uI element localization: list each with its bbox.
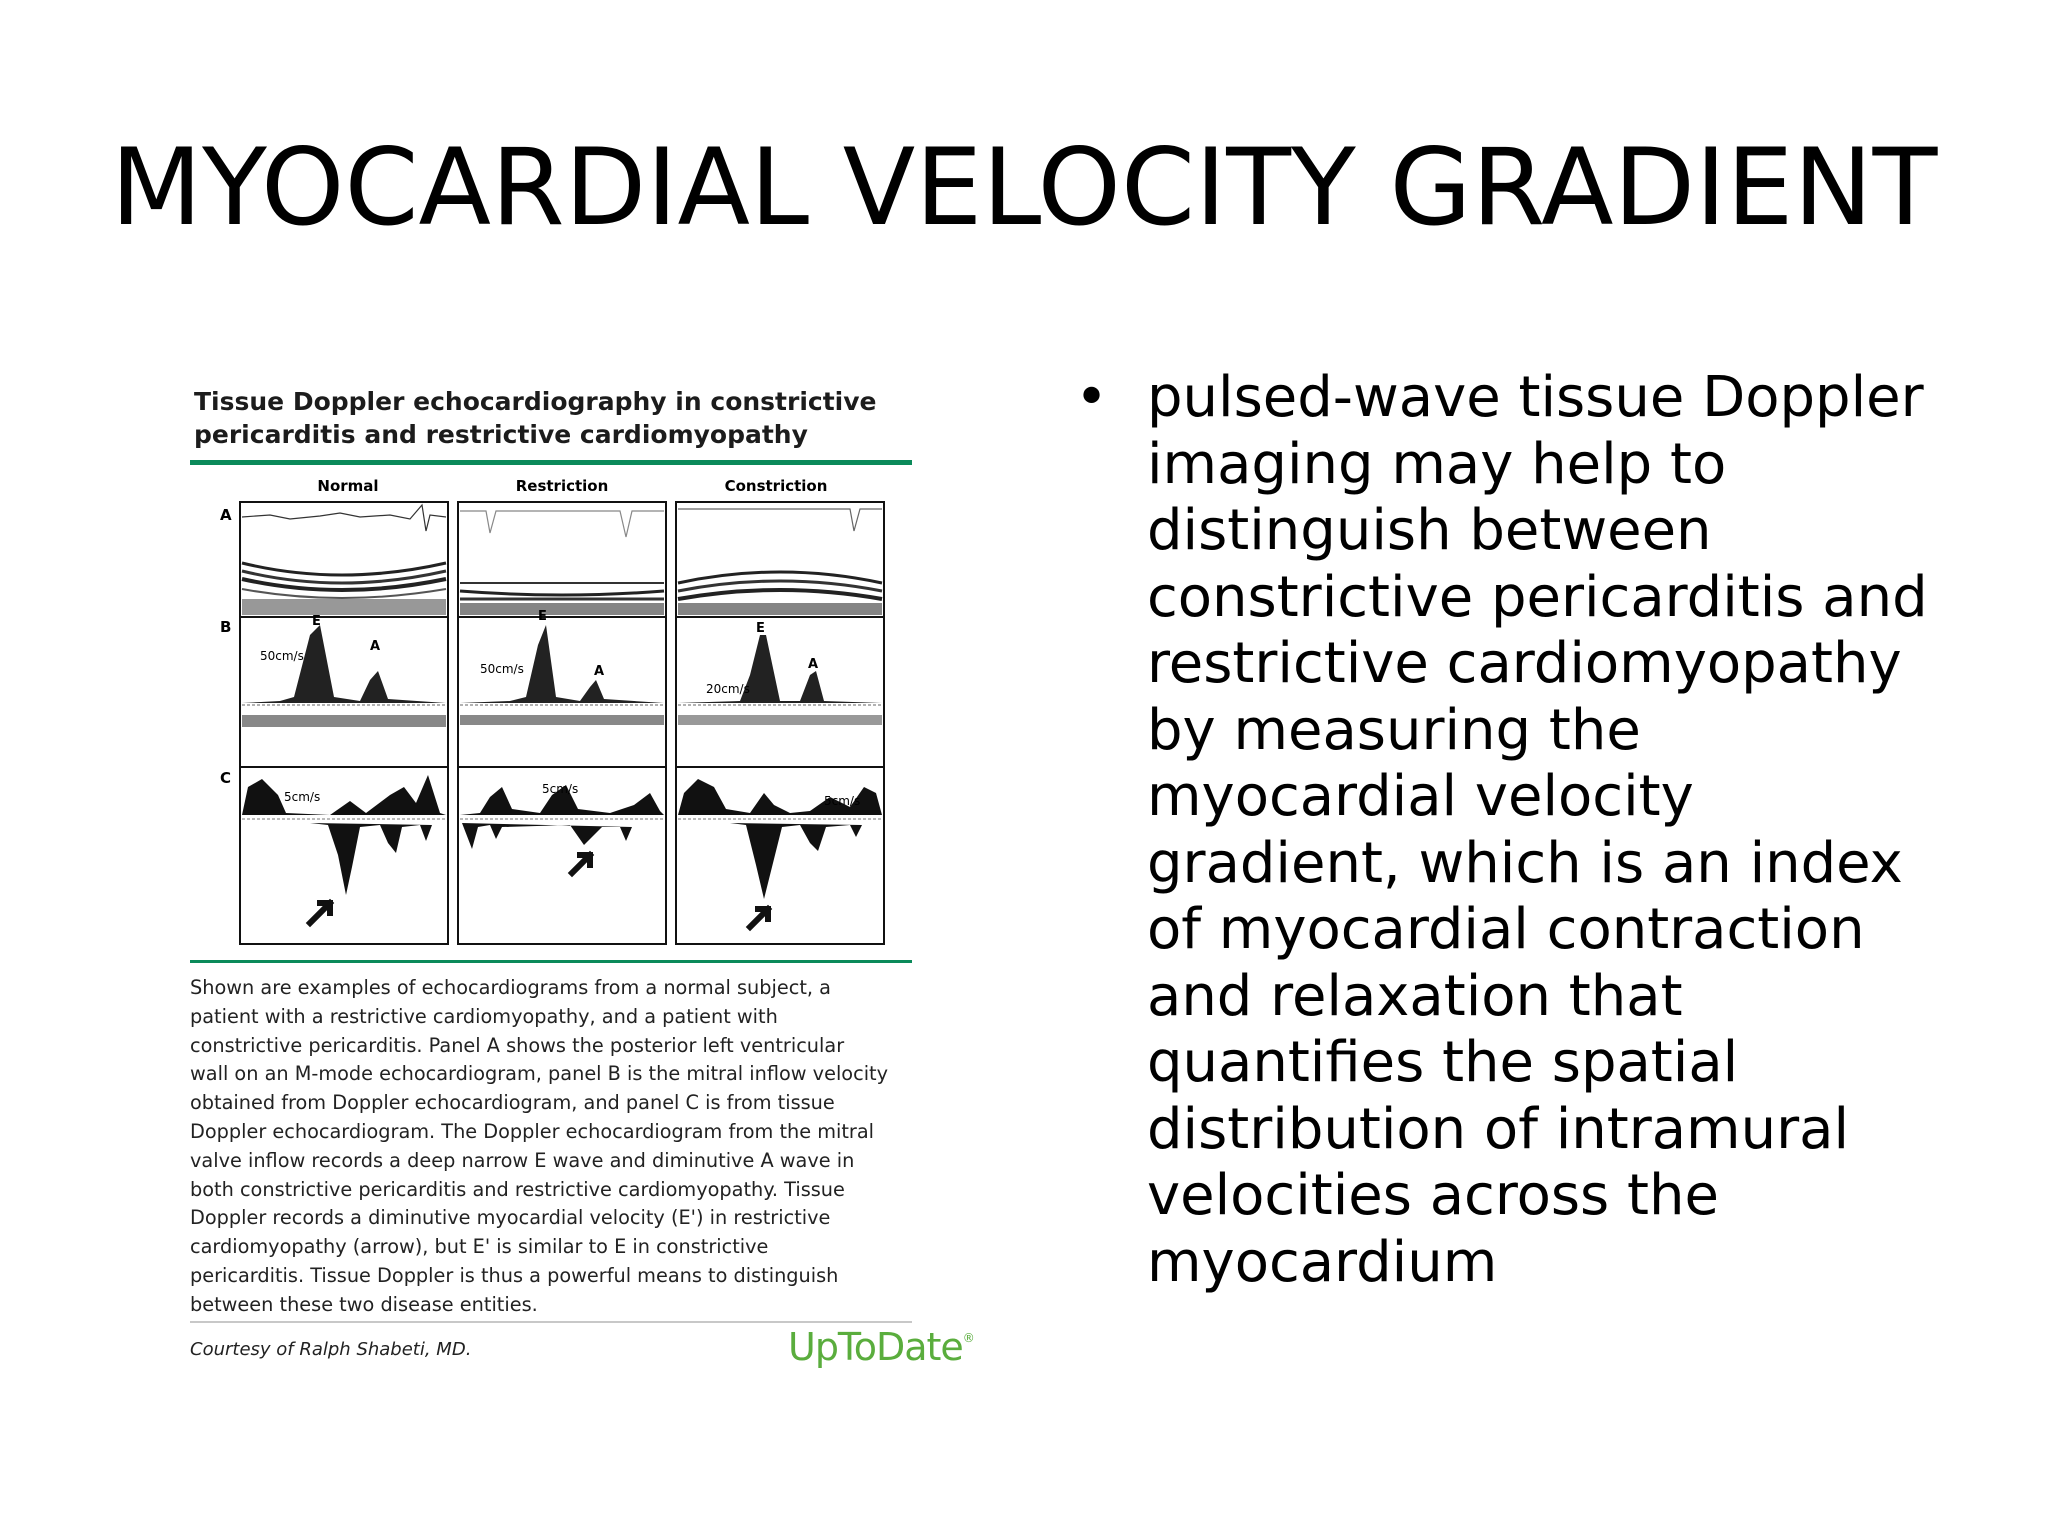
b-constriction-e-label: E [756,621,765,636]
column-header-restriction: Restriction [515,477,609,495]
bullet-item [1075,365,1975,1296]
bullet-line: pulsed-wave tissue Doppler [1147,365,1924,430]
figure-title-rule [190,460,912,465]
caption-line: Doppler echocardiogram. The Doppler echocardiogram from the mitral [190,1119,875,1143]
figure-caption-rule [190,960,912,963]
caption-line: Doppler records a diminutive myocardial velocity (E') in restrictive [190,1206,831,1230]
caption-line: between these two disease entities. [190,1292,538,1316]
bullet-line: of myocardial contraction [1147,897,1865,962]
panel-column-constriction [676,502,884,944]
caption-line: constrictive pericarditis. Panel A shows the posterior left ventricular [190,1033,845,1057]
b-normal-e-label: E [312,614,321,629]
b-restriction-a-label: A [594,664,605,679]
bullet-line: restrictive cardiomyopathy [1147,631,1902,696]
c-constriction-scale-label: 5cm/s [824,794,861,808]
figure-caption [190,974,920,1320]
row-label-b: B [220,618,232,636]
bullet-dot: • [1075,365,1109,430]
echocardiography-figure [190,385,974,1385]
bullet-line: constrictive pericarditis and [1147,564,1928,630]
c-normal-scale-label: 5cm/s [284,790,321,804]
b-normal-a-label: A [370,639,381,654]
bullet-line: distribution of intramural [1147,1096,1849,1162]
bullet-line: and relaxation that [1147,963,1683,1029]
caption-line: pericarditis. Tissue Doppler is thus a powerful means to distinguish [190,1263,839,1287]
b-normal-scale-label: 50cm/s [260,649,304,663]
panel-column-normal [240,502,448,944]
echo-panels [190,475,920,955]
panel-column-restriction [458,502,666,944]
row-label-a: A [220,506,232,524]
caption-line: both constrictive pericarditis and restrictive cardiomyopathy. Tissue [190,1177,845,1201]
b-constriction-a-label: A [808,657,819,672]
bullet-line: imaging may help to [1147,431,1727,497]
caption-line: patient with a restrictive cardiomyopathy, and a patient with [190,1004,778,1028]
c-restriction-scale-label: 5cm/s [542,782,579,796]
bullet-line: gradient, which is an index [1147,830,1903,896]
b-restriction-scale-label: 50cm/s [480,662,524,676]
caption-line: Shown are examples of echocardiograms from a normal subject, a [190,976,831,999]
figure-title-line: Tissue Doppler echocardiography in constrictive [194,387,877,416]
figure-title [194,385,914,451]
bullet-line: myocardium [1147,1229,1498,1295]
caption-line: wall on an M-mode echocardiogram, panel B is the mitral inflow velocity [190,1062,889,1086]
bullet-list [1075,365,1975,1296]
bullet-line: distinguish between [1147,498,1712,563]
figure-courtesy: Courtesy of Ralph Shabeti, MD. [190,1339,472,1360]
figure-title-line: pericarditis and restrictive cardiomyopathy [194,420,808,449]
logo-text: UpToDate [788,1325,963,1369]
column-header-normal: Normal [317,477,379,495]
uptodate-logo [788,1325,974,1369]
footer-rule [190,1321,912,1323]
column-header-constriction: Constriction [724,477,828,495]
caption-line: obtained from Doppler echocardiogram, and panel C is from tissue [190,1091,835,1115]
slide-title: MYOCARDIAL VELOCITY GRADIENT [110,126,1938,249]
caption-line: cardiomyopathy (arrow), but E' is similar to E in constrictive [190,1235,769,1259]
bullet-line: quantifies the spatial [1147,1030,1739,1095]
caption-line: valve inflow records a deep narrow E wave and diminutive A wave in [190,1148,855,1172]
row-label-c: C [220,769,232,787]
b-constriction-scale-label: 20cm/s [706,682,750,696]
logo-registered-mark: ® [962,1331,974,1345]
bullet-line: myocardial velocity [1147,764,1694,829]
b-restriction-e-label: E [538,609,547,624]
bullet-line: velocities across the [1147,1163,1719,1228]
bullet-line: by measuring the [1147,697,1641,763]
